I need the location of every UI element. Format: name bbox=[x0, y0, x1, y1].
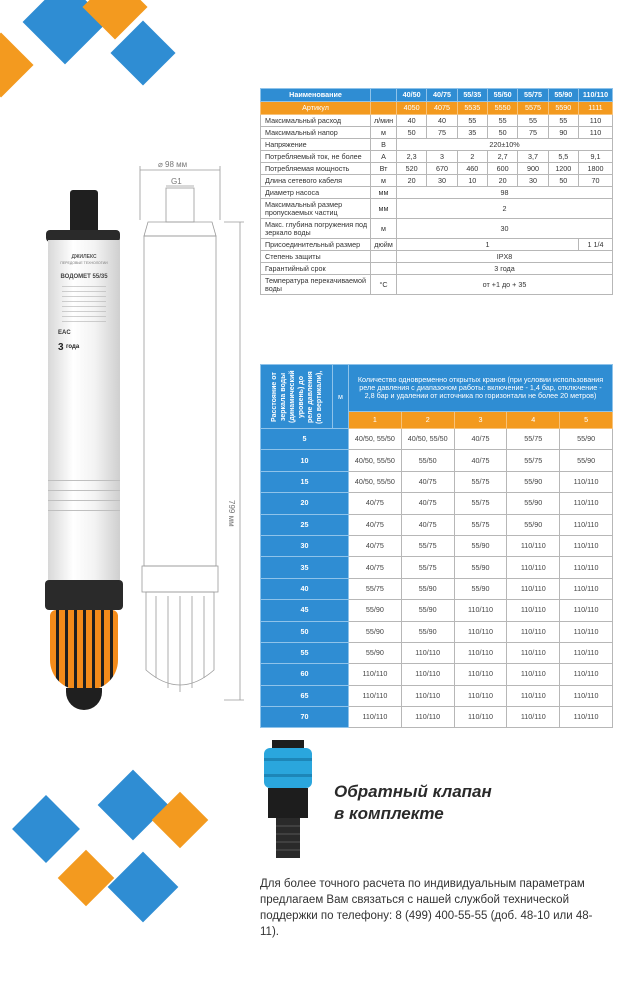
compat-distance: 55 bbox=[261, 642, 349, 663]
taps-compatibility-table bbox=[260, 364, 613, 728]
length-label: 799 мм bbox=[227, 500, 236, 527]
spec-value-merged: 98 bbox=[397, 187, 613, 199]
compat-pump-model: 110/110 bbox=[507, 578, 560, 599]
pump-motor-ring bbox=[45, 580, 123, 610]
compat-pump-model: 110/110 bbox=[560, 557, 613, 578]
compat-pump-model: 40/75 bbox=[349, 535, 402, 556]
spec-value: 75 bbox=[518, 127, 548, 139]
compat-distance: 65 bbox=[261, 685, 349, 706]
spec-row bbox=[261, 239, 613, 251]
spec-value: 50 bbox=[548, 175, 578, 187]
compat-pump-model: 110/110 bbox=[401, 707, 454, 728]
compat-pump-model: 55/90 bbox=[560, 429, 613, 450]
pump-model: ВОДОМЕТ 55/35 bbox=[60, 274, 108, 280]
spec-row bbox=[261, 275, 613, 295]
thread-label: G1 bbox=[171, 177, 182, 186]
compat-row bbox=[261, 557, 613, 578]
compat-pump-model: 55/90 bbox=[507, 514, 560, 535]
compat-pump-model: 110/110 bbox=[507, 707, 560, 728]
spec-article-cell: 5575 bbox=[518, 102, 548, 115]
compat-pump-model: 55/75 bbox=[454, 514, 507, 535]
spec-header-cell: 110/110 bbox=[579, 89, 613, 102]
pump-intake-filter bbox=[50, 610, 118, 690]
compat-pump-model: 40/75 bbox=[401, 471, 454, 492]
compat-distance: 50 bbox=[261, 621, 349, 642]
spec-value: 90 bbox=[548, 127, 578, 139]
compat-pump-model: 110/110 bbox=[560, 621, 613, 642]
spec-article-row bbox=[261, 102, 613, 115]
spec-parameter-name: Напряжение bbox=[261, 139, 371, 151]
pump-body-seams bbox=[48, 480, 120, 520]
spec-value: 20 bbox=[397, 175, 427, 187]
compat-distance: 40 bbox=[261, 578, 349, 599]
spec-value-merged: 2 bbox=[397, 199, 613, 219]
compat-pump-model: 55/75 bbox=[401, 557, 454, 578]
compat-pump-model: 110/110 bbox=[349, 664, 402, 685]
compat-distance: 5 bbox=[261, 429, 349, 450]
spec-value: 670 bbox=[427, 163, 457, 175]
spec-article-cell: 4050 bbox=[397, 102, 427, 115]
compat-pump-model: 110/110 bbox=[454, 664, 507, 685]
pump-body bbox=[48, 240, 120, 580]
compat-row bbox=[261, 600, 613, 621]
spec-value: 3 bbox=[427, 151, 457, 163]
spec-article-cell: 5550 bbox=[487, 102, 517, 115]
check-valve-title-line-1: Обратный клапан bbox=[334, 782, 492, 801]
spec-value: 460 bbox=[457, 163, 487, 175]
compat-pump-model: 110/110 bbox=[454, 621, 507, 642]
pump-eac-mark: EAC bbox=[58, 330, 71, 336]
spec-parameter-name: Присоединительный размер bbox=[261, 239, 371, 251]
decor-diamond-blue-bottom-3 bbox=[108, 852, 179, 923]
spec-value: 600 bbox=[487, 163, 517, 175]
drawing-body bbox=[144, 236, 216, 566]
spec-value-merged: 3 года bbox=[397, 263, 613, 275]
compat-pump-model: 40/75 bbox=[454, 429, 507, 450]
compat-column-number: 1 bbox=[349, 412, 402, 429]
compat-pump-model: 110/110 bbox=[454, 600, 507, 621]
compat-row bbox=[261, 685, 613, 706]
spec-parameter-name: Гарантийный срок bbox=[261, 263, 371, 275]
compat-row bbox=[261, 707, 613, 728]
compat-row bbox=[261, 578, 613, 599]
compat-column-number: 4 bbox=[507, 412, 560, 429]
drawing-outlet bbox=[166, 188, 194, 222]
compat-distance: 35 bbox=[261, 557, 349, 578]
compat-pump-model: 55/90 bbox=[454, 578, 507, 599]
compat-pump-model: 55/90 bbox=[349, 642, 402, 663]
spec-value: 55 bbox=[457, 115, 487, 127]
spec-value: 2 bbox=[457, 151, 487, 163]
spec-value: 900 bbox=[518, 163, 548, 175]
compat-row bbox=[261, 471, 613, 492]
compat-row bbox=[261, 493, 613, 514]
spec-value-merged: от +1 до + 35 bbox=[397, 275, 613, 295]
spec-article-cell bbox=[371, 102, 397, 115]
compat-pump-model: 110/110 bbox=[454, 707, 507, 728]
compat-distance: 15 bbox=[261, 471, 349, 492]
compat-side-label: Расстояние от зеркала воды (динамический уровень) до реле давления (по вертикали), bbox=[270, 369, 323, 424]
compat-pump-model: 55/90 bbox=[401, 578, 454, 599]
spec-value: 30 bbox=[427, 175, 457, 187]
spec-value: 40 bbox=[427, 115, 457, 127]
decor-diamond-blue-bottom-2 bbox=[12, 795, 80, 863]
spec-unit: мм bbox=[371, 187, 397, 199]
compat-pump-model: 110/110 bbox=[507, 664, 560, 685]
decor-diamond-orange-top-left bbox=[0, 32, 34, 97]
compat-pump-model: 55/90 bbox=[401, 600, 454, 621]
compat-pump-model: 55/90 bbox=[560, 450, 613, 471]
spec-value: 5,5 bbox=[548, 151, 578, 163]
compat-row bbox=[261, 664, 613, 685]
spec-parameter-name: Потребляемая мощность bbox=[261, 163, 371, 175]
compat-pump-model: 110/110 bbox=[401, 685, 454, 706]
spec-article-cell: 5590 bbox=[548, 102, 578, 115]
compat-pump-model: 55/90 bbox=[349, 621, 402, 642]
compat-pump-model: 110/110 bbox=[560, 664, 613, 685]
compat-pump-model: 55/90 bbox=[507, 471, 560, 492]
spec-value: 50 bbox=[487, 127, 517, 139]
spec-value-merged: 1 bbox=[397, 239, 579, 251]
spec-row bbox=[261, 151, 613, 163]
compat-unit-label: м bbox=[333, 365, 349, 429]
compat-pump-model: 40/50, 55/50 bbox=[349, 471, 402, 492]
compat-pump-model: 55/75 bbox=[349, 578, 402, 599]
spec-value: 1800 bbox=[579, 163, 613, 175]
spec-row bbox=[261, 219, 613, 239]
compat-row bbox=[261, 429, 613, 450]
pump-bottom bbox=[66, 688, 102, 710]
spec-header-cell: Наименование bbox=[261, 89, 371, 102]
spec-value-last: 1 1/4 bbox=[579, 239, 613, 251]
spec-article-cell: Артикул bbox=[261, 102, 371, 115]
spec-row bbox=[261, 251, 613, 263]
compat-row bbox=[261, 514, 613, 535]
compat-pump-model: 40/75 bbox=[349, 493, 402, 514]
valve-thread bbox=[276, 818, 300, 858]
compat-pump-model: 110/110 bbox=[560, 514, 613, 535]
pump-warranty-number: 3 bbox=[58, 342, 64, 353]
spec-unit: м bbox=[371, 127, 397, 139]
compat-pump-model: 55/90 bbox=[507, 493, 560, 514]
spec-parameter-name: Максимальный расход bbox=[261, 115, 371, 127]
compat-row bbox=[261, 450, 613, 471]
compat-pump-model: 55/90 bbox=[454, 557, 507, 578]
compat-pump-model: 55/75 bbox=[507, 429, 560, 450]
compat-distance: 25 bbox=[261, 514, 349, 535]
compat-pump-model: 110/110 bbox=[560, 707, 613, 728]
spec-header-cell: 55/90 bbox=[548, 89, 578, 102]
compat-pump-model: 110/110 bbox=[507, 557, 560, 578]
compat-pump-model: 110/110 bbox=[507, 642, 560, 663]
spec-header-cell: 40/75 bbox=[427, 89, 457, 102]
decor-diamond-blue-bottom-1 bbox=[98, 770, 169, 841]
spec-value: 55 bbox=[487, 115, 517, 127]
spec-value-merged: 30 bbox=[397, 219, 613, 239]
spec-value: 2,7 bbox=[487, 151, 517, 163]
drawing-cap bbox=[144, 222, 216, 236]
compat-pump-model: 110/110 bbox=[401, 642, 454, 663]
spec-value: 9,1 bbox=[579, 151, 613, 163]
spec-value: 2,3 bbox=[397, 151, 427, 163]
pump-photo bbox=[40, 190, 130, 720]
spec-unit bbox=[371, 263, 397, 275]
specifications-table bbox=[260, 88, 613, 295]
support-contact-text: Для более точного расчета по индивидуальным параметрам предлагаем Вам связаться с нашей службой технической поддержки по телефону: 8 (499) 400-55-55 (доб. 48-10 или 48-11). bbox=[260, 878, 593, 938]
compat-pump-model: 55/75 bbox=[401, 535, 454, 556]
spec-unit: м bbox=[371, 219, 397, 239]
compat-pump-model: 110/110 bbox=[560, 578, 613, 599]
spec-row bbox=[261, 263, 613, 275]
check-valve-image bbox=[258, 738, 318, 868]
compat-side-label-cell bbox=[261, 365, 333, 429]
compat-pump-model: 55/50 bbox=[401, 450, 454, 471]
spec-header-cell bbox=[371, 89, 397, 102]
spec-header-row bbox=[261, 89, 613, 102]
compat-pump-model: 55/90 bbox=[349, 600, 402, 621]
spec-parameter-name: Степень защиты bbox=[261, 251, 371, 263]
spec-parameter-name: Максимальный размер пропускаемых частиц bbox=[261, 199, 371, 219]
spec-header-cell: 55/35 bbox=[457, 89, 487, 102]
spec-parameter-name: Потребляемый ток, не более bbox=[261, 151, 371, 163]
compat-pump-model: 110/110 bbox=[349, 707, 402, 728]
compat-pump-model: 110/110 bbox=[507, 600, 560, 621]
spec-value-merged: 220±10% bbox=[397, 139, 613, 151]
spec-header-cell: 55/50 bbox=[487, 89, 517, 102]
compat-pump-model: 110/110 bbox=[560, 685, 613, 706]
spec-parameter-name: Температура перекачиваемой воды bbox=[261, 275, 371, 295]
spec-unit: дюйм bbox=[371, 239, 397, 251]
compat-column-number: 2 bbox=[401, 412, 454, 429]
spec-row bbox=[261, 115, 613, 127]
diameter-label: ⌀ 98 мм bbox=[158, 160, 188, 169]
valve-top-nut bbox=[272, 740, 304, 748]
compat-distance: 10 bbox=[261, 450, 349, 471]
spec-value: 20 bbox=[487, 175, 517, 187]
compat-header-row bbox=[261, 365, 613, 412]
valve-blue-fitting bbox=[264, 748, 312, 788]
spec-value: 10 bbox=[457, 175, 487, 187]
compat-pump-model: 40/50, 55/50 bbox=[349, 429, 402, 450]
valve-body bbox=[268, 788, 308, 818]
spec-unit: м bbox=[371, 175, 397, 187]
pump-warranty-word: года bbox=[66, 344, 80, 350]
spec-row bbox=[261, 139, 613, 151]
spec-value: 3,7 bbox=[518, 151, 548, 163]
compat-column-number: 5 bbox=[560, 412, 613, 429]
compat-distance: 60 bbox=[261, 664, 349, 685]
compat-pump-model: 110/110 bbox=[349, 685, 402, 706]
spec-value: 30 bbox=[518, 175, 548, 187]
spec-article-cell: 5535 bbox=[457, 102, 487, 115]
spec-value: 50 bbox=[397, 127, 427, 139]
compat-pump-model: 110/110 bbox=[560, 600, 613, 621]
spec-value: 35 bbox=[457, 127, 487, 139]
spec-value: 70 bbox=[579, 175, 613, 187]
compat-pump-model: 40/75 bbox=[401, 493, 454, 514]
compat-pump-model: 110/110 bbox=[560, 471, 613, 492]
compat-pump-model: 55/75 bbox=[454, 493, 507, 514]
compat-pump-model: 55/75 bbox=[454, 471, 507, 492]
pump-technical-drawing bbox=[128, 160, 253, 720]
spec-unit: л/мин bbox=[371, 115, 397, 127]
spec-value: 110 bbox=[579, 127, 613, 139]
spec-row bbox=[261, 127, 613, 139]
pump-brand: ДЖИЛЕКС bbox=[71, 254, 97, 260]
spec-unit: В bbox=[371, 139, 397, 151]
spec-parameter-name: Максимальный напор bbox=[261, 127, 371, 139]
spec-row bbox=[261, 175, 613, 187]
compat-pump-model: 110/110 bbox=[507, 685, 560, 706]
spec-unit: А bbox=[371, 151, 397, 163]
spec-unit: мм bbox=[371, 199, 397, 219]
spec-value: 40 bbox=[397, 115, 427, 127]
spec-unit bbox=[371, 251, 397, 263]
compat-distance: 20 bbox=[261, 493, 349, 514]
spec-row bbox=[261, 199, 613, 219]
compat-pump-model: 110/110 bbox=[507, 621, 560, 642]
compat-pump-model: 110/110 bbox=[560, 493, 613, 514]
decor-diamond-orange-bottom-2 bbox=[58, 850, 115, 907]
compat-pump-model: 110/110 bbox=[454, 685, 507, 706]
compat-pump-model: 40/75 bbox=[349, 557, 402, 578]
compat-pump-model: 55/90 bbox=[454, 535, 507, 556]
compat-distance: 30 bbox=[261, 535, 349, 556]
drawing-motor-ring bbox=[142, 566, 218, 592]
compat-pump-model: 110/110 bbox=[560, 642, 613, 663]
compat-row bbox=[261, 621, 613, 642]
compat-distance: 45 bbox=[261, 600, 349, 621]
pump-outlet bbox=[70, 190, 98, 232]
spec-row bbox=[261, 187, 613, 199]
spec-parameter-name: Диаметр насоса bbox=[261, 187, 371, 199]
spec-value: 110 bbox=[579, 115, 613, 127]
spec-value: 520 bbox=[397, 163, 427, 175]
spec-row bbox=[261, 163, 613, 175]
spec-header-cell: 40/50 bbox=[397, 89, 427, 102]
spec-article-cell: 4075 bbox=[427, 102, 457, 115]
pump-tagline: ПЕРЕДОВЫЕ ТЕХНОЛОГИИ bbox=[60, 261, 108, 265]
spec-unit: Вт bbox=[371, 163, 397, 175]
compat-pump-model: 110/110 bbox=[560, 535, 613, 556]
compat-pump-model: 55/90 bbox=[401, 621, 454, 642]
compat-pump-model: 55/75 bbox=[507, 450, 560, 471]
spec-parameter-name: Длина сетевого кабеля bbox=[261, 175, 371, 187]
compat-pump-model: 110/110 bbox=[401, 664, 454, 685]
spec-value-merged: IPX8 bbox=[397, 251, 613, 263]
compat-title: Количество одновременно открытых кранов (при условии использования реле давления с диапазоном работы: включение - 1,4 бар, отключение - 2,8 бар и удалении от источника по горизонтали не более 20 метров) bbox=[349, 365, 613, 412]
spec-value: 55 bbox=[518, 115, 548, 127]
pump-label-text-lines bbox=[62, 286, 106, 326]
compat-pump-model: 110/110 bbox=[454, 642, 507, 663]
compat-row bbox=[261, 642, 613, 663]
spec-value: 55 bbox=[548, 115, 578, 127]
compat-column-number: 3 bbox=[454, 412, 507, 429]
compat-pump-model: 40/75 bbox=[401, 514, 454, 535]
spec-article-cell: 1111 bbox=[579, 102, 613, 115]
check-valve-title-line-2: в комплекте bbox=[334, 804, 444, 823]
compat-distance: 70 bbox=[261, 707, 349, 728]
spec-parameter-name: Макс. глубина погружения под зеркало воды bbox=[261, 219, 371, 239]
compat-pump-model: 40/50, 55/50 bbox=[349, 450, 402, 471]
spec-value: 75 bbox=[427, 127, 457, 139]
compat-row bbox=[261, 535, 613, 556]
compat-pump-model: 110/110 bbox=[507, 535, 560, 556]
compat-pump-model: 40/75 bbox=[349, 514, 402, 535]
compat-pump-model: 40/50, 55/50 bbox=[401, 429, 454, 450]
spec-value: 1200 bbox=[548, 163, 578, 175]
spec-unit: °С bbox=[371, 275, 397, 295]
compat-pump-model: 40/75 bbox=[454, 450, 507, 471]
spec-header-cell: 55/75 bbox=[518, 89, 548, 102]
